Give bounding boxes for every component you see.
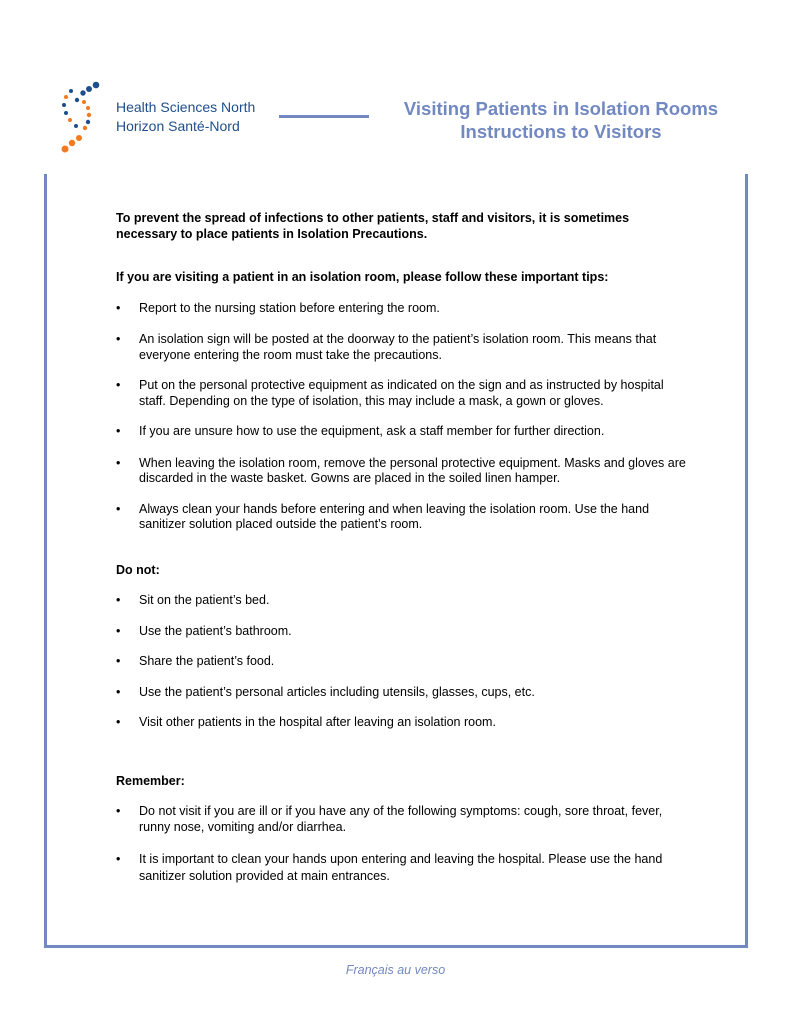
tip-text: An isolation sign will be posted at the doorway to the patient’s isolation room. This means that everyone entering the room must take the precautions. (139, 332, 657, 362)
bullet-icon: • (116, 852, 121, 866)
remember-heading: Remember: (116, 773, 185, 788)
do-not-text: Use the patient’s personal articles including utensils, glasses, cups, etc. (139, 684, 535, 699)
list-item (116, 654, 686, 670)
list-item (116, 715, 686, 731)
do-not-text: Use the patient’s bathroom. (139, 623, 292, 638)
bullet-icon: • (116, 623, 121, 638)
list-item (116, 424, 686, 440)
bullet-icon: • (116, 654, 121, 668)
document-body (116, 211, 686, 885)
remember-text: Do not visit if you are ill or if you have any of the following symptoms: cough, sore throat, fever, runny nose, vomiting and/or diarrhea. (139, 804, 663, 834)
bullet-icon: • (116, 378, 121, 392)
tip-text: Put on the personal protective equipment as indicated on the sign and as instructed by hospital staff. Depending on the type of isolation, this may include a mask, a gown or gloves. (139, 378, 664, 408)
list-item (116, 502, 686, 533)
logo-mark-icon (58, 80, 102, 160)
list-item (116, 851, 686, 885)
page-title-line-1: Visiting Patients in Isolation Rooms (403, 98, 719, 119)
list-item (116, 301, 686, 317)
org-name-en: Health Sciences North (116, 99, 256, 115)
list-item (116, 378, 686, 409)
tips-list (116, 301, 686, 533)
tip-text: Always clean your hands before entering and when leaving the isolation room. Use the hand sanitizer solution placed outside the patient’s room. (139, 501, 650, 531)
logo-text (116, 98, 255, 136)
bullet-icon: • (116, 804, 121, 818)
bullet-icon: • (116, 424, 121, 438)
do-not-list (116, 593, 686, 731)
list-item (116, 685, 686, 701)
org-name-fr: Horizon Santé-Nord (116, 118, 240, 134)
do-not-text: Visit other patients in the hospital after leaving an isolation room. (139, 715, 496, 729)
tip-text: Report to the nursing station before entering the room. (139, 300, 440, 315)
tip-text: When leaving the isolation room, remove the personal protective equipment. Masks and gloves are discarded in the waste basket. Gowns are placed in the soiled linen hamper. (139, 455, 686, 485)
list-item (116, 593, 686, 609)
bullet-icon: • (116, 593, 121, 607)
bullet-icon: • (116, 332, 121, 346)
header-rule (279, 115, 369, 118)
bullet-icon: • (116, 715, 121, 729)
list-item (116, 804, 686, 835)
list-item (116, 456, 686, 487)
bullet-icon: • (116, 455, 121, 470)
intro-paragraph: To prevent the spread of infections to other patients, staff and visitors, it is sometimes necessary to place patients in Isolation Precautions. (116, 211, 630, 241)
list-item (116, 332, 686, 363)
remember-text: It is important to clean your hands upon entering and leaving the hospital. Please use the hand sanitizer solution provided at main entrances. (139, 852, 663, 883)
bullet-icon: • (116, 684, 121, 699)
list-item (116, 624, 686, 640)
tips-heading: If you are visiting a patient in an isolation room, please follow these important tips: (116, 270, 609, 284)
tip-text: If you are unsure how to use the equipment, ask a staff member for further direction. (139, 424, 605, 438)
page-title (380, 97, 742, 143)
footer-note: Français au verso (345, 963, 446, 977)
page-title-line-2: Instructions to Visitors (460, 121, 662, 142)
bullet-icon: • (116, 300, 121, 315)
do-not-heading: Do not: (116, 562, 160, 577)
logo (58, 80, 258, 160)
remember-list (116, 804, 686, 885)
do-not-text: Share the patient’s food. (139, 654, 275, 668)
do-not-text: Sit on the patient’s bed. (139, 593, 270, 607)
bullet-icon: • (116, 501, 121, 516)
